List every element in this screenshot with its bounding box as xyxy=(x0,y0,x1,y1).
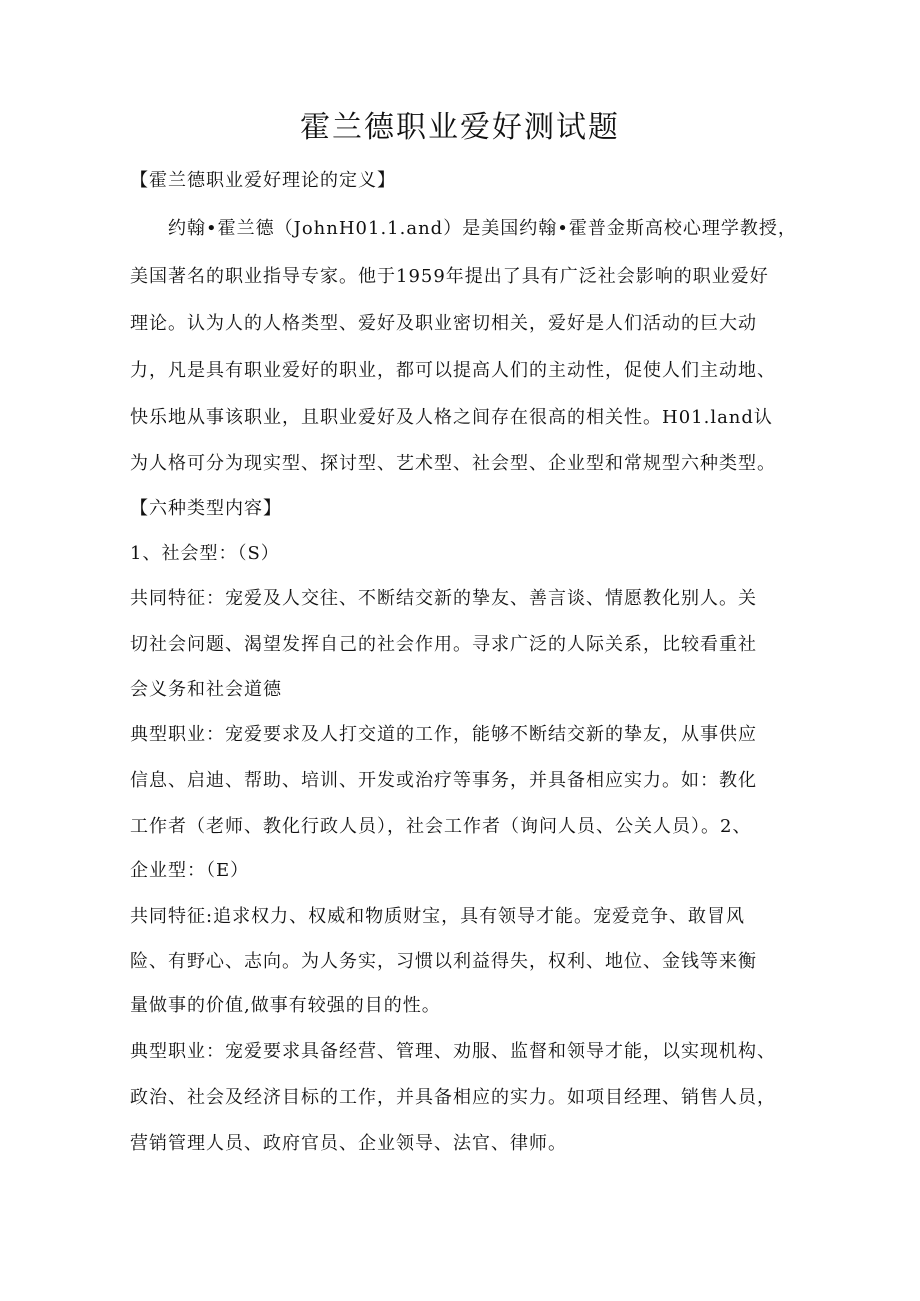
social-jobs-line: 工作者（老师、教化行政人员），社会工作者（询问人员、公关人员）。2、 xyxy=(130,816,752,837)
definition-heading: 【霍兰德职业爱好理论的定义】 xyxy=(130,170,396,191)
definition-paragraph-line: 美国著名的职业指导专家。他于1959年提出了具有广泛社会影响的职业爱好 xyxy=(130,266,769,287)
social-jobs-line: 典型职业：宠爱要求及人打交道的工作，能够不断结交新的挚友，从事供应 xyxy=(130,724,757,745)
enterprise-jobs-line: 政治、社会及经济目标的工作，并具备相应的实力。如项目经理、销售人员， xyxy=(130,1087,776,1108)
enterprise-traits-line: 险、有野心、志向。为人务实，习惯以利益得失，权利、地位、金钱等来衡 xyxy=(130,951,757,972)
social-traits-line: 共同特征：宠爱及人交往、不断结交新的挚友、善言谈、情愿教化别人。关 xyxy=(130,588,757,609)
definition-paragraph-line: 约翰•霍兰德（JohnH01.1.and）是美国约翰•霍普金斯高校心理学教授， xyxy=(168,218,797,239)
definition-paragraph-line: 为人格可分为现实型、探讨型、艺术型、社会型、企业型和常规型六种类型。 xyxy=(130,453,776,474)
definition-paragraph-line: 理论。认为人的人格类型、爱好及职业密切相关，爱好是人们活动的巨大动 xyxy=(130,313,757,334)
social-traits-line: 会义务和社会道德 xyxy=(130,679,282,700)
social-type-heading: 1、社会型：（S） xyxy=(130,543,280,564)
enterprise-jobs-line: 典型职业：宠爱要求具备经营、管理、劝服、监督和领导才能，以实现机构、 xyxy=(130,1041,776,1062)
enterprise-type-heading: 企业型：（E） xyxy=(130,860,250,881)
enterprise-traits-line: 量做事的价值,做事有较强的目的性。 xyxy=(130,995,441,1016)
enterprise-traits-line: 共同特征:追求权力、权威和物质财宝，具有领导才能。宠爱竞争、敢冒风 xyxy=(130,906,746,927)
social-jobs-line: 信息、启迪、帮助、培训、开发或治疗等事务，并具备相应实力。如：教化 xyxy=(130,770,757,791)
enterprise-jobs-line: 营销管理人员、政府官员、企业领导、法官、律师。 xyxy=(130,1133,567,1154)
social-traits-line: 切社会问题、渴望发挥自己的社会作用。寻求广泛的人际关系，比较看重社 xyxy=(130,634,757,655)
definition-paragraph-line: 力，凡是具有职业爱好的职业，都可以提高人们的主动性，促使人们主动地、 xyxy=(130,360,776,381)
types-heading: 【六种类型内容】 xyxy=(130,498,282,519)
page-title: 霍兰德职业爱好测试题 xyxy=(300,110,620,145)
definition-paragraph-line: 快乐地从事该职业，且职业爱好及人格之间存在很高的相关性。H01.land认 xyxy=(130,407,773,428)
